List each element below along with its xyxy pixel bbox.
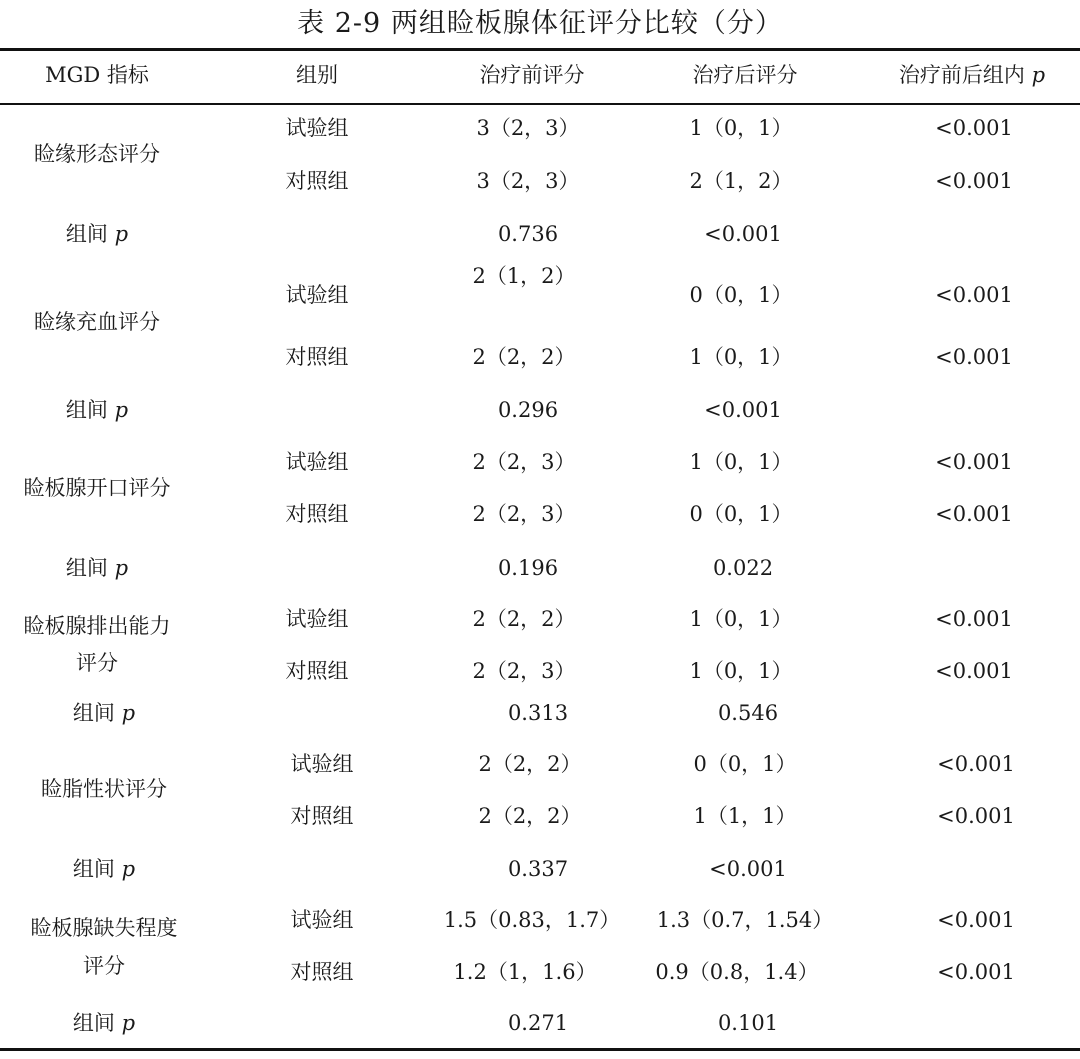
between-before-cell: 0.337 [507,857,569,881]
between-after-cell: 0.546 [717,701,779,725]
within-p-cell: <0.001 [935,607,1013,631]
within-p-cell: <0.001 [937,752,1015,776]
between-before-cell: 0.196 [497,556,559,580]
before-score-cell: 2（2，2） [478,752,582,776]
between-before-cell: 0.271 [507,1011,569,1035]
within-p-cell: <0.001 [935,659,1013,683]
indicator-label-line2: 评分 [83,954,125,978]
header-rule [0,103,1080,105]
within-p-cell: <0.001 [935,169,1013,193]
group-cell: 对照组 [285,502,349,526]
p-symbol: p [121,1011,136,1035]
group-cell: 试验组 [290,752,354,776]
group-cell: 试验组 [290,908,354,932]
p-symbol: p [121,857,136,881]
table-top-rule [0,48,1080,51]
header-after: 治疗后评分 [692,63,798,87]
group-cell: 试验组 [285,116,349,140]
between-group-label [73,1008,135,1038]
after-score-cell: 0（0，1） [693,752,797,776]
table-title: 表 2-9 两组睑板腺体征评分比较（分） [297,8,783,39]
group-cell: 试验组 [285,607,349,631]
after-score-cell: 1（0，1） [689,607,793,631]
within-p-cell: <0.001 [937,804,1015,828]
between-group-label [73,698,135,728]
indicator-label-line1: 睑板腺排出能力 [23,614,171,638]
indicator-label: 睑缘充血评分 [34,310,160,334]
group-cell: 试验组 [285,450,349,474]
after-score-cell: 2（1，2） [689,169,793,193]
header-group: 组别 [296,63,338,87]
before-score-cell: 2（2，3） [472,502,576,526]
between-after-cell: <0.001 [709,857,787,881]
before-score-cell: 1.5（0.83，1.7） [443,908,621,932]
p-symbol: p [114,222,129,246]
group-cell: 对照组 [285,345,349,369]
group-cell: 试验组 [285,283,349,307]
before-score-cell: 2（2，2） [472,607,576,631]
indicator-label: 睑缘形态评分 [34,142,160,166]
within-p-cell: <0.001 [937,960,1015,984]
group-cell: 对照组 [285,169,349,193]
header-p-symbol: p [1031,63,1046,87]
after-score-cell: 1（0，1） [689,450,793,474]
within-p-cell: <0.001 [937,908,1015,932]
before-score-cell: 2（2，3） [472,450,576,474]
group-cell: 对照组 [290,804,354,828]
before-score-cell: 3（2，3） [476,169,580,193]
p-symbol: p [121,701,136,725]
between-group-label-text: 组间 [65,556,115,580]
between-group-label [66,553,128,583]
indicator-label-line2: 评分 [76,651,118,675]
within-p-cell: <0.001 [935,345,1013,369]
before-score-cell: 2（2，3） [472,659,576,683]
indicator-label-line1: 睑板腺缺失程度 [30,916,178,940]
p-symbol: p [114,398,129,422]
between-group-label [73,854,135,884]
group-cell: 对照组 [290,960,354,984]
after-score-cell: 0（0，1） [689,502,793,526]
indicator-label: 睑板腺开口评分 [23,476,171,500]
header-indicator: MGD 指标 [45,63,149,87]
between-group-label-text: 组间 [72,1011,122,1035]
after-score-cell: 0（0，1） [689,283,793,307]
after-score-cell: 1（0，1） [689,116,793,140]
between-before-cell: 0.296 [497,398,559,422]
between-group-label-text: 组间 [65,398,115,422]
within-p-cell: <0.001 [935,283,1013,307]
p-symbol: p [114,556,129,580]
before-score-cell: 2（2，2） [472,345,576,369]
table-bottom-rule [0,1048,1080,1051]
between-after-cell: 0.022 [712,556,774,580]
after-score-cell: 1（0，1） [689,345,793,369]
between-after-cell: <0.001 [704,222,782,246]
within-p-cell: <0.001 [935,502,1013,526]
group-cell: 对照组 [285,659,349,683]
after-score-cell: 1（0，1） [689,659,793,683]
header-before: 治疗前评分 [479,63,585,87]
indicator-label: 睑脂性状评分 [41,777,167,801]
before-score-cell: 2（1，2） [472,264,576,288]
between-after-cell: 0.101 [717,1011,779,1035]
before-score-cell: 1.2（1，1.6） [453,960,597,984]
between-group-label [66,219,128,249]
header-within-p [899,60,1045,90]
after-score-cell: 0.9（0.8，1.4） [655,960,819,984]
between-group-label-text: 组间 [72,857,122,881]
between-group-label-text: 组间 [72,701,122,725]
between-before-cell: 0.736 [497,222,559,246]
between-group-label-text: 组间 [65,222,115,246]
within-p-cell: <0.001 [935,116,1013,140]
header-within-p-label: 治疗前后组内 [898,63,1032,87]
within-p-cell: <0.001 [935,450,1013,474]
before-score-cell: 3（2，3） [476,116,580,140]
after-score-cell: 1.3（0.7，1.54） [656,908,834,932]
between-before-cell: 0.313 [507,701,569,725]
between-group-label [66,395,128,425]
before-score-cell: 2（2，2） [478,804,582,828]
after-score-cell: 1（1，1） [693,804,797,828]
between-after-cell: <0.001 [704,398,782,422]
